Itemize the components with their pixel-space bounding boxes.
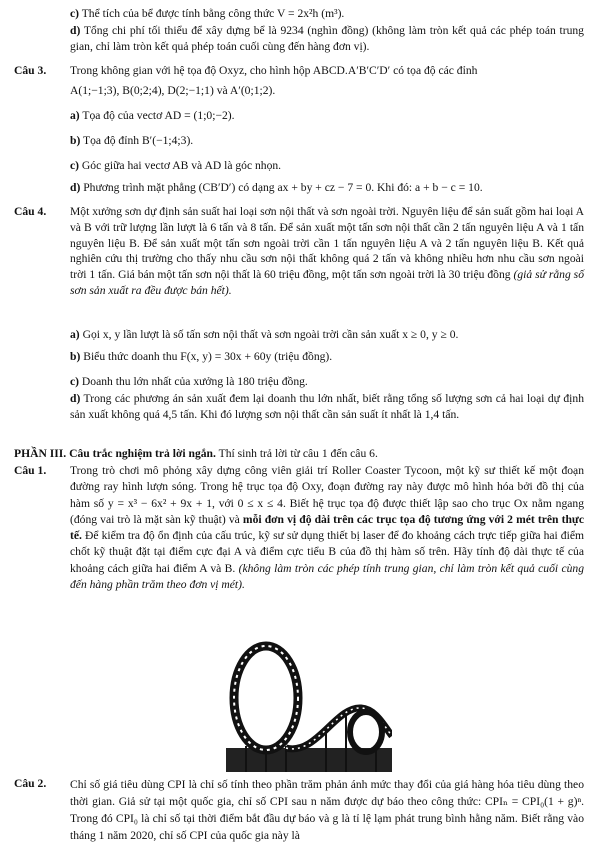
- q3-stem-line2: A(1;−1;3), B(0;2;4), D(2;−1;1) và A′(0;1;2).: [70, 84, 276, 97]
- q3-stem-line1: Trong không gian với hệ tọa độ Oxyz, cho hình hộp ABCD.A′B′C′D′ có tọa độ các đỉnh: [70, 64, 478, 77]
- p3q2-text: Chỉ số giá tiêu dùng CPI là chỉ số tính theo phần trăm phản ánh mức thay đổi của giá hàng hóa tiêu dùng theo thời gian. Giả sử tại một quốc gia, chỉ số CPI sau n năm được dự báo theo công thức: CPIₙ = CPI₀(1 + g)ⁿ. Trong đó CPI₀ là chỉ số tại thời điểm bắt đầu dự báo và g là tỉ lệ lạm phát trung bình hằng năm. Biết rằng vào tháng 1 năm 2020, chỉ số CPI của quốc gia này là: [70, 778, 584, 842]
- q4-option-c: c) Doanh thu lớn nhất của xưởng là 180 triệu đồng.: [70, 375, 308, 388]
- q3-option-c: c) Góc giữa hai vectơ AB và AD là góc nhọn.: [70, 159, 282, 172]
- q4-label: Câu 4.: [14, 205, 47, 218]
- part3-heading: PHẦN III. Câu trắc nghiệm trả lời ngắn. Thí sinh trả lời từ câu 1 đến câu 6.: [14, 447, 378, 460]
- q2-option-d: d) Tổng chi phí tối thiểu để xây dựng bể là 9234 (nghìn đồng) (không làm tròn kết quả các phép toán trung gian, chỉ làm tròn kết quả phép toán cuối cùng đến hàng đơn vị).: [70, 24, 584, 53]
- roller-coaster-photo: [226, 636, 392, 772]
- p3q1-label: Câu 1.: [14, 464, 47, 477]
- p3q1-text: Trong trò chơi mô phỏng xây dựng công viên giải trí Roller Coaster Tycoon, một kỹ sư thiết kế một đoạn đường ray hình lượn sóng. Trong hệ trục tọa độ Oxy, đoạn đường ray này được mô hình hóa bởi đồ thị của hàm số y = x³ − 6x² + 9x + 1, với 0 ≤ x ≤ 4. Biết hệ trục tọa độ được thiết lập sao cho trục Ox nằm ngang (đóng vai trò là mặt sàn kỹ thuật) và mỗi đơn vị độ dài trên các trục tọa độ tương ứng với 2 mét trên thực tế. Để kiểm tra độ ổn định của cấu trúc, kỹ sư sử dụng thiết bị laser để đo khoảng cách trực tiếp giữa hai điểm chốt kỹ thuật đặt tại điểm cực đại A và điểm cực tiểu B của đồ thị hàm số trên. Hãy tính độ dài thực tế của khoảng cách giữa hai điểm A và B. (không làm tròn các phép tính trung gian, chỉ làm tròn kết quả cuối cùng đến hàng phần trăm theo đơn vị mét).: [70, 464, 584, 592]
- q3-option-b: b) Tọa độ đỉnh B′(−1;4;3).: [70, 134, 194, 147]
- q4-stem: Một xưởng sơn dự định sản suất hai loại sơn nội thất và sơn ngoài trời. Nguyên liệu để sản suất gồm hai loại A và B với trữ lượng lần lượt là 6 tấn và 8 tấn. Để sản xuất một tấn sơn nội thất cần 2 tấn nguyên liệu A và 1 tấn nguyên liệu B. Để sản xuất một tấn sơn ngoài trời cần 1 tấn nguyên liệu A và 2 tấn nguyên liệu B. Kết quả nghiên cứu thị trường cho thấy nhu cầu sơn nội thất không quá 2 tấn và không nhiều hơn nhu cầu sơn ngoài trời 1 tấn. Giá bán một tấn sơn nội thất là 60 triệu đồng, một tấn sơn ngoài trời là 30 triệu đồng (giả sử rằng số sơn sản xuất ra đều được bán hết).: [70, 205, 584, 297]
- q4-option-a: a) Gọi x, y lần lượt là số tấn sơn nội thất và sơn ngoài trời cần sản xuất x ≥ 0, y ≥ 0.: [70, 328, 459, 341]
- q3-option-a: a) Tọa độ của vectơ AD = (1;0;−2).: [70, 109, 235, 122]
- q2-option-c: c) Thể tích của bể được tính bằng công thức V = 2x²h (m³).: [70, 7, 345, 20]
- q3-option-d: d) Phương trình mặt phẳng (CB′D′) có dạng ax + by + cz − 7 = 0. Khi đó: a + b − c = 10.: [70, 181, 483, 194]
- q4-option-b: b) Biểu thức doanh thu F(x, y) = 30x + 60y (triệu đồng).: [70, 350, 333, 363]
- q4-option-d: d) Trong các phương án sản xuất đem lại doanh thu lớn nhất, biết rằng tổng số lượng sơn cả hai loại dự định sản xuất không quá 4,5 tấn. Khi đó lượng sơn nội thất cần sản suất ít nhất là 1,4 tấn.: [70, 392, 584, 421]
- q3-label: Câu 3.: [14, 64, 47, 77]
- p3q2-label: Câu 2.: [14, 777, 47, 790]
